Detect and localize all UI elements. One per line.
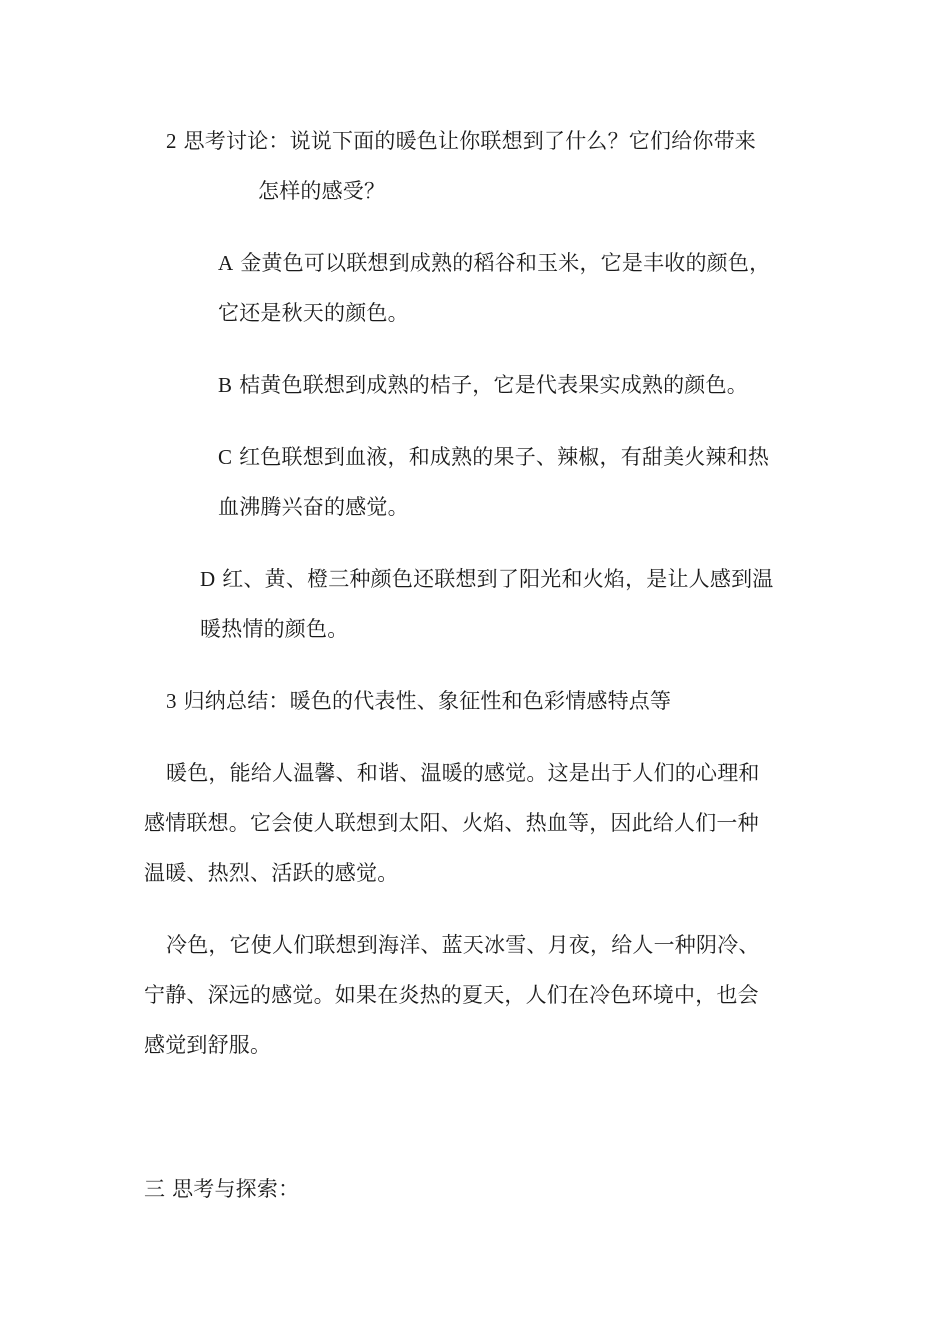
section-2-line-2: 怎样的感受？ (258, 179, 386, 203)
item-a-line-1 (218, 248, 770, 278)
warm-paragraph-line-2: 感情联想。它会使人联想到太阳、火焰、热血等，因此给人们一种 (144, 811, 759, 835)
section-3-text: 归纳总结：暖色的代表性、象征性和色彩情感特点等 (183, 689, 672, 713)
item-c-letter: C (218, 445, 233, 469)
section-3-line (166, 686, 671, 716)
item-c-line-1 (218, 442, 769, 472)
section-2-text: 思考讨论：说说下面的暖色让你联想到了什么？它们给你带来 (183, 129, 756, 153)
item-b-line-1 (218, 370, 748, 400)
cool-paragraph-line-1: 冷色，它使人们联想到海洋、蓝天冰雪、月夜，给人一种阴冷、 (166, 933, 760, 957)
item-d-line-1 (200, 564, 773, 594)
warm-paragraph-line-1: 暖色，能给人温馨、和谐、温暖的感觉。这是出于人们的心理和 (166, 761, 760, 785)
section-2-number: 2 (166, 129, 177, 153)
item-b-text: 桔黄色联想到成熟的桔子，它是代表果实成熟的颜色。 (239, 373, 748, 397)
section-three-heading: 三 思考与探索： (144, 1177, 300, 1201)
cool-paragraph-line-2: 宁静、深远的感觉。如果在炎热的夏天，人们在冷色环境中，也会 (144, 983, 759, 1007)
item-d-line-2: 暖热情的颜色。 (200, 617, 349, 641)
section-2-line-1 (166, 126, 756, 156)
item-b-letter: B (218, 373, 233, 397)
item-d-letter: D (200, 567, 216, 591)
item-c-line-2: 血沸腾兴奋的感觉。 (218, 495, 409, 519)
warm-paragraph-line-3: 温暖、热烈、活跃的感觉。 (144, 861, 399, 885)
cool-paragraph-line-3: 感觉到舒服。 (144, 1033, 272, 1057)
section-3-number: 3 (166, 689, 177, 713)
item-a-line-2: 它还是秋天的颜色。 (218, 301, 409, 325)
item-c-text: 红色联想到血液，和成熟的果子、辣椒，有甜美火辣和热 (239, 445, 770, 469)
item-d-text: 红、黄、橙三种颜色还联想到了阳光和火焰，是让人感到温 (222, 567, 774, 591)
item-a-text: 金黄色可以联想到成熟的稻谷和玉米，它是丰收的颜色， (240, 251, 771, 275)
item-a-letter: A (218, 251, 234, 275)
